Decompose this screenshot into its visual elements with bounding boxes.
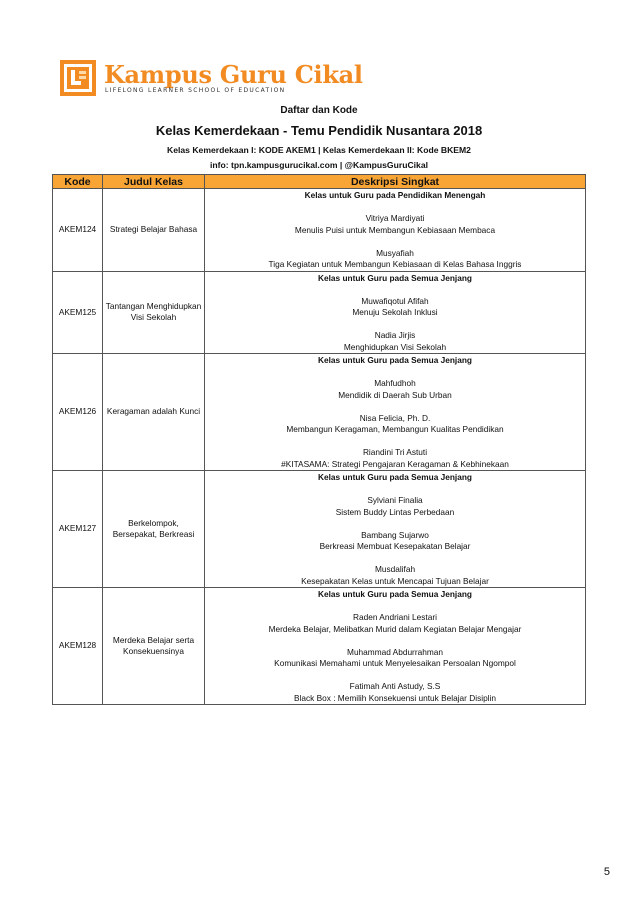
description-line: Komunikasi Memahami untuk Menyelesaikan Persoalan Ngompol	[274, 658, 516, 668]
logo-tagline: LIFELONG LEARNER SCHOOL OF EDUCATION	[105, 87, 286, 94]
description-line: Fatimah Anti Astudy, S.S	[349, 681, 441, 691]
description-line: Nisa Felicia, Ph. D.	[359, 412, 431, 423]
table-row	[53, 271, 586, 354]
description-line	[207, 202, 583, 214]
class-title-cell: Strategi Belajar Bahasa	[103, 189, 205, 272]
class-title-cell: Berkelompok, Bersepakat, Berkreasi	[103, 471, 205, 588]
class-description-cell	[205, 471, 586, 588]
description-line: Raden Andriani Lestari	[353, 612, 437, 622]
kampus-guru-cikal-logo	[60, 60, 363, 100]
class-table	[52, 174, 586, 705]
column-header-deskripsi: Deskripsi Singkat	[205, 175, 586, 189]
audience-label: Kelas untuk Guru pada Semua Jenjang	[318, 272, 472, 283]
description-line	[207, 284, 583, 296]
class-code-cell: AKEM126	[53, 354, 103, 471]
description-line: Muwafiqotul Afifah	[361, 295, 429, 306]
description-line: Menulis Puisi untuk Membangun Kebiasaan Membaca	[294, 224, 496, 235]
audience-label: Kelas untuk Guru pada Semua Jenjang	[318, 355, 472, 365]
description-line	[207, 670, 583, 682]
description-line: Muhammad Abdurrahman	[347, 646, 443, 657]
class-code-cell: AKEM127	[53, 471, 103, 588]
class-title-cell: Merdeka Belajar serta Konsekuensinya	[103, 588, 205, 705]
class-code-cell: AKEM124	[53, 189, 103, 272]
column-header-judul: Judul Kelas	[103, 175, 205, 189]
description-line	[207, 601, 583, 613]
description-line	[207, 553, 583, 565]
class-code-cell: AKEM128	[53, 588, 103, 705]
audience-label: Kelas untuk Guru pada Pendidikan Menengah	[304, 190, 486, 200]
description-line	[207, 436, 583, 448]
class-codes-line: Kelas Kemerdekaan I: KODE AKEM1 | Kelas Kemerdekaan II: Kode BKEM2	[167, 145, 471, 155]
description-line: Nadia Jirjis	[374, 330, 416, 340]
description-line	[207, 518, 583, 530]
table-header-row	[53, 175, 586, 189]
description-line: Vitriya Mardiyati	[365, 213, 425, 223]
column-header-kode: Kode	[53, 175, 103, 189]
description-line: Sistem Buddy Lintas Perbedaan	[335, 506, 455, 517]
description-line: Sylviani Finalia	[367, 495, 423, 505]
description-line: #KITASAMA: Strategi Pengajaran Keragaman & Kebhinekaan	[281, 458, 509, 469]
logo-mark-icon	[60, 60, 96, 96]
class-title-cell: Keragaman adalah Kunci	[103, 354, 205, 471]
table-row	[53, 189, 586, 272]
description-line: Merdeka Belajar, Melibatkan Murid dalam Kegiatan Belajar Mengajar	[268, 623, 522, 634]
description-line: Riandini Tri Astuti	[362, 447, 428, 457]
class-code-cell: AKEM125	[53, 271, 103, 354]
class-title-cell: Tantangan Menghidupkan Visi Sekolah	[103, 271, 205, 354]
audience-label: Kelas untuk Guru pada Semua Jenjang	[318, 589, 472, 599]
audience-label: Kelas untuk Guru pada Semua Jenjang	[318, 472, 472, 482]
description-line	[207, 236, 583, 248]
document-title: Kelas Kemerdekaan - Temu Pendidik Nusantara 2018	[155, 123, 483, 138]
description-line: Membangun Keragaman, Membangun Kualitas Pendidikan	[286, 424, 504, 434]
class-description-cell	[205, 588, 586, 705]
description-line	[207, 367, 583, 379]
page-number: 5	[603, 866, 610, 878]
description-line: Menuju Sekolah Inklusi	[352, 307, 438, 317]
table-body	[53, 189, 586, 705]
description-line	[207, 401, 583, 413]
description-line: Bambang Sujarwo	[361, 529, 429, 540]
description-line: Mendidik di Daerah Sub Urban	[338, 389, 452, 400]
class-description-cell	[205, 354, 586, 471]
description-line	[207, 319, 583, 331]
description-line	[207, 635, 583, 647]
description-line: Berkreasi Membuat Kesepakatan Belajar	[319, 541, 471, 551]
description-line: Musdalifah	[374, 564, 416, 574]
description-line: Tiga Kegiatan untuk Membangun Kebiasaan di Kelas Bahasa Inggris	[268, 259, 522, 269]
table-row	[53, 471, 586, 588]
table-row	[53, 588, 586, 705]
description-line: Kesepakatan Kelas untuk Mencapai Tujuan Belajar	[301, 575, 489, 586]
list-title: Daftar dan Kode	[280, 105, 358, 116]
description-line: Black Box : Memilih Konsekuensi untuk Belajar Disiplin	[294, 692, 496, 703]
description-line: Menghidupkan Visi Sekolah	[343, 341, 447, 352]
class-description-cell	[205, 189, 586, 272]
table-row	[53, 354, 586, 471]
class-description-cell	[205, 271, 586, 354]
description-line: Musyafiah	[376, 247, 414, 258]
info-line: info: tpn.kampusgurucikal.com | @KampusGuruCikal	[209, 160, 429, 170]
description-line: Mahfudhoh	[374, 378, 416, 388]
description-line	[207, 484, 583, 496]
logo-name: Kampus Guru Cikal	[104, 60, 363, 89]
